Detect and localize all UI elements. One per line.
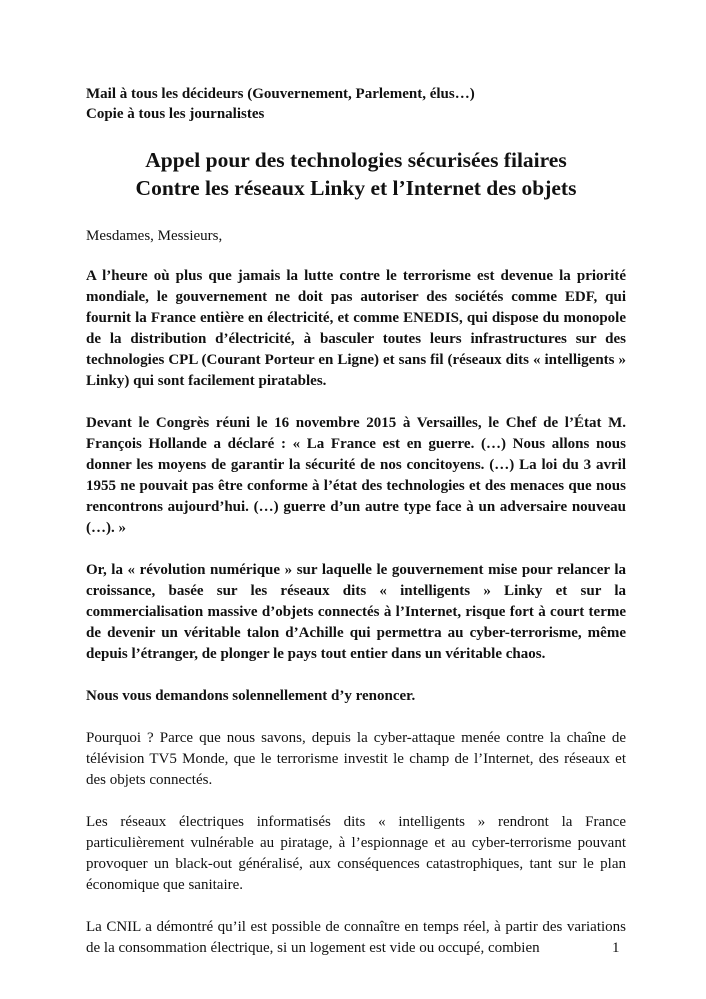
paragraph-digital-revolution: Or, la « révolution numérique » sur laquelle le gouvernement mise pour relancer la croissance, basée sur les réseaux dits « intelligents » Linky et sur la commercialisation massive d’objets connectés à l’Internet, risque fort à court terme de devenir un véritable talon d’Achille qui permettra au cyber-terrorisme, même depuis l’étranger, de plonger le pays tout entier dans un véritable chaos. [86, 562, 626, 662]
copy-line: Copie à tous les journalistes [86, 106, 265, 122]
recipients-line: Mail à tous les décideurs (Gouvernement, Parlement, élus…) [86, 86, 475, 102]
document-page [86, 84, 626, 959]
paragraph-why: Pourquoi ? Parce que nous savons, depuis la cyber-attaque menée contre la chaîne de télévision TV5 Monde, que le terrorisme investit le champ de l’Internet, des réseaux et des objets connectés. [86, 730, 626, 788]
title-line-2: Contre les réseaux Linky et l’Internet des objets [135, 176, 577, 200]
paragraph-request: Nous vous demandons solennellement d’y renoncer. [86, 688, 416, 704]
paragraph-cnil: La CNIL a démontré qu’il est possible de connaître en temps réel, à partir des variations de la consommation électrique, si un logement est vide ou occupé, combien [86, 919, 626, 956]
title-line-1: Appel pour des technologies sécurisées filaires [145, 148, 567, 172]
paragraph-vulnerability: Les réseaux électriques informatisés dits « intelligents » rendront la France particulièrement vulnérable au piratage, à l’espionnage et au cyber-terrorisme pouvant provoquer un black-out généralisé, aux conséquences catastrophiques, tant sur le plan économique que sanitaire. [86, 814, 626, 893]
greeting: Mesdames, Messieurs, [86, 228, 223, 244]
paragraph-congress-quote: Devant le Congrès réuni le 16 novembre 2015 à Versailles, le Chef de l’État M. François Hollande a déclaré : « La France est en guerre. (…) Nous allons nous donner les moyens de garantir la sécurité de nos concitoyens. (…) La loi du 3 avril 1955 ne pouvait pas être conforme à l’état des technologies et des menaces que nous rencontrons aujourd’hui. (…) guerre d’un autre type face à un adversaire nouveau (…). » [86, 415, 626, 536]
paragraph-terrorism-priority: A l’heure où plus que jamais la lutte contre le terrorisme est devenue la priorité mondiale, le gouvernement ne doit pas autoriser des sociétés comme EDF, qui fournit la France entière en électricité, et comme ENEDIS, qui dispose du monopole de la distribution d’électricité, à basculer toutes leurs infrastructures sur des technologies CPL (Courant Porteur en Ligne) et sans fil (réseaux dits « intelligents » Linky) qui sont facilement piratables. [86, 268, 626, 389]
page-number: 1 [612, 940, 620, 956]
document-title [86, 146, 626, 202]
